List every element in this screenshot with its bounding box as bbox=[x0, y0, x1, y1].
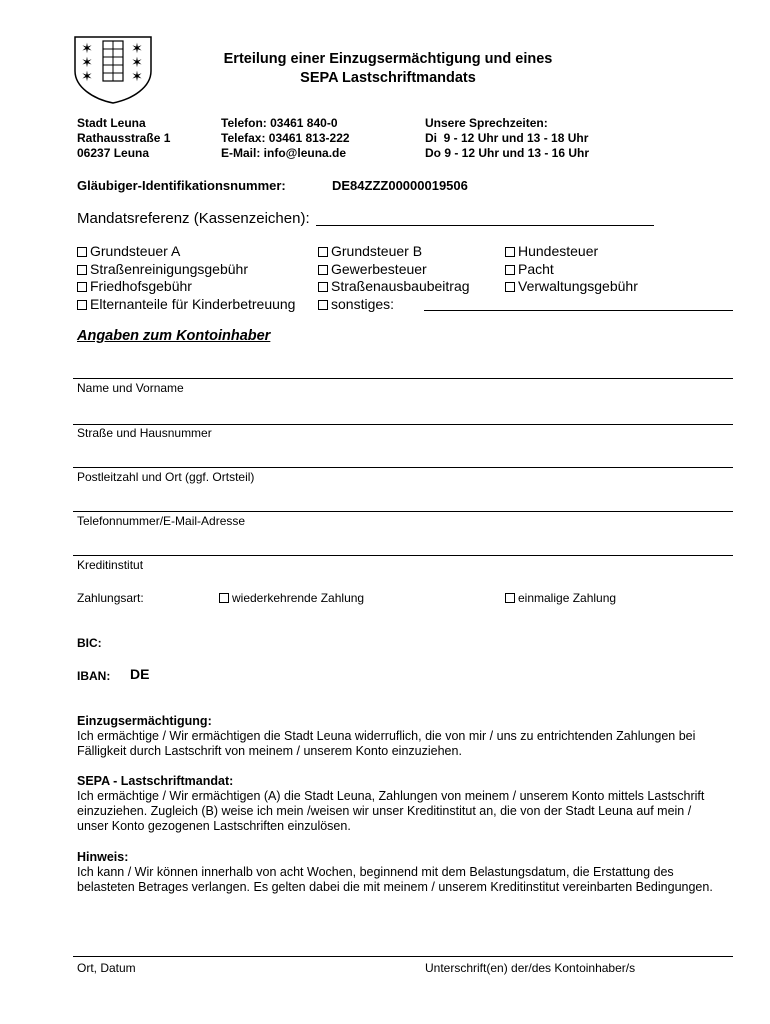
coat-of-arms-icon bbox=[73, 35, 153, 105]
bic-label: BIC: bbox=[77, 636, 102, 650]
contact-block bbox=[221, 116, 350, 161]
checkbox-icon[interactable] bbox=[505, 265, 515, 275]
checkbox-icon[interactable] bbox=[505, 593, 515, 603]
mandate-reference-label: Mandatsreferenz (Kassenzeichen): bbox=[77, 210, 310, 227]
creditor-id-value: DE84ZZZ00000019506 bbox=[332, 178, 468, 193]
hinweis-paragraph bbox=[77, 850, 717, 895]
checkbox-icon[interactable] bbox=[505, 247, 515, 257]
name-field-label: Name und Vorname bbox=[77, 381, 184, 395]
address-line: Rathausstraße 1 bbox=[77, 131, 171, 145]
fee-option[interactable]: Pacht bbox=[505, 261, 554, 277]
contact-email: E-Mail: info@leuna.de bbox=[221, 146, 347, 160]
checkbox-icon[interactable] bbox=[77, 282, 87, 292]
einzug-paragraph bbox=[77, 714, 717, 759]
svg-text:✶: ✶ bbox=[131, 69, 143, 85]
fee-option[interactable]: Hundesteuer bbox=[505, 243, 598, 259]
title-line-2: SEPA Lastschriftmandats bbox=[300, 70, 476, 86]
postal-city-field[interactable] bbox=[73, 467, 733, 468]
fee-option[interactable]: Friedhofsgebühr bbox=[77, 278, 192, 294]
office-hours-line: Do 9 - 12 Uhr und 13 - 16 Uhr bbox=[425, 146, 590, 160]
fee-option[interactable]: Grundsteuer A bbox=[77, 243, 180, 259]
checkbox-icon[interactable] bbox=[318, 265, 328, 275]
page-title bbox=[168, 50, 608, 88]
checkbox-icon[interactable] bbox=[505, 282, 515, 292]
sepa-text: Ich ermächtige / Wir ermächtigen (A) die Stadt Leuna, Zahlungen von meinem / unserem Konto mittels Lastschrift einzuziehen. Zugleich (B) weise ich mein /weisen wir unser Kreditinstitut an, die von der Stadt Leuna auf mein / unser Konto gezogenen Lastschriften einzulösen. bbox=[77, 789, 705, 833]
address-line: 06237 Leuna bbox=[77, 146, 150, 160]
checkbox-icon[interactable] bbox=[77, 300, 87, 310]
address-line: Stadt Leuna bbox=[77, 116, 146, 130]
einzug-text: Ich ermächtige / Wir ermächtigen die Stadt Leuna widerruflich, die von mir / uns zu entrichtenden Zahlungen bei Fälligkeit durch Lastschrift von meinem / unserem Konto einzuziehen. bbox=[77, 729, 696, 758]
fee-option[interactable]: sonstiges: bbox=[318, 296, 394, 312]
place-date-label: Ort, Datum bbox=[77, 961, 136, 975]
contact-fax: Telefax: 03461 813-222 bbox=[221, 131, 350, 145]
other-fee-field[interactable] bbox=[424, 310, 733, 311]
phone-email-field-label: Telefonnummer/E-Mail-Adresse bbox=[77, 514, 246, 528]
phone-email-field[interactable] bbox=[73, 511, 733, 512]
hinweis-text: Ich kann / Wir können innerhalb von acht Wochen, beginnend mit dem Belastungsdatum, die Erstattung des belasteten Betrages verlangen. Es gelten dabei die mit meinem / unserem Kreditinstitut vereinbarten Bedingungen. bbox=[77, 865, 713, 894]
svg-text:✶: ✶ bbox=[81, 41, 93, 57]
svg-text:✶: ✶ bbox=[81, 55, 93, 71]
iban-label: IBAN: bbox=[77, 669, 111, 683]
checkbox-icon[interactable] bbox=[318, 247, 328, 257]
fee-option[interactable]: Verwaltungsgebühr bbox=[505, 278, 638, 294]
iban-prefix: DE bbox=[130, 666, 150, 682]
checkbox-icon[interactable] bbox=[219, 593, 229, 603]
checkbox-icon[interactable] bbox=[77, 265, 87, 275]
checkbox-icon[interactable] bbox=[318, 282, 328, 292]
contact-phone: Telefon: 03461 840-0 bbox=[221, 116, 338, 130]
fee-option[interactable]: Straßenausbaubeitrag bbox=[318, 278, 470, 294]
street-field[interactable] bbox=[73, 424, 733, 425]
checkbox-icon[interactable] bbox=[77, 247, 87, 257]
svg-text:✶: ✶ bbox=[81, 69, 93, 85]
svg-text:✶: ✶ bbox=[131, 41, 143, 57]
creditor-id-label: Gläubiger-Identifikationsnummer: bbox=[77, 178, 286, 193]
office-hours-title: Unsere Sprechzeiten: bbox=[425, 116, 548, 130]
einzug-heading: Einzugsermächtigung: bbox=[77, 714, 212, 728]
signature-label: Unterschrift(en) der/des Kontoinhaber/s bbox=[425, 961, 636, 975]
fee-option[interactable]: Grundsteuer B bbox=[318, 243, 422, 259]
street-field-label: Straße und Hausnummer bbox=[77, 426, 212, 440]
checkbox-icon[interactable] bbox=[318, 300, 328, 310]
name-field[interactable] bbox=[73, 378, 733, 379]
signature-field[interactable] bbox=[73, 956, 733, 957]
title-line-1: Erteilung einer Einzugsermächtigung und eines bbox=[223, 51, 553, 67]
fee-option[interactable]: Gewerbesteuer bbox=[318, 261, 427, 277]
bank-field[interactable] bbox=[73, 555, 733, 556]
fee-option[interactable]: Straßenreinigungsgebühr bbox=[77, 261, 248, 277]
svg-text:✶: ✶ bbox=[131, 55, 143, 71]
payment-recurring-option[interactable]: wiederkehrende Zahlung bbox=[219, 591, 364, 605]
mandate-reference-field[interactable] bbox=[316, 225, 654, 226]
office-hours-block bbox=[425, 116, 589, 161]
sepa-paragraph bbox=[77, 774, 717, 834]
payment-type-label: Zahlungsart: bbox=[77, 591, 144, 605]
address-block bbox=[77, 116, 170, 161]
section-heading: Angaben zum Kontoinhaber bbox=[77, 328, 271, 344]
fee-option[interactable]: Elternanteile für Kinderbetreuung bbox=[77, 296, 295, 312]
bank-field-label: Kreditinstitut bbox=[77, 558, 144, 572]
hinweis-heading: Hinweis: bbox=[77, 850, 129, 864]
office-hours-line: Di 9 - 12 Uhr und 13 - 18 Uhr bbox=[425, 131, 589, 145]
sepa-heading: SEPA - Lastschriftmandat: bbox=[77, 774, 234, 788]
payment-single-option[interactable]: einmalige Zahlung bbox=[505, 591, 616, 605]
postal-city-field-label: Postleitzahl und Ort (ggf. Ortsteil) bbox=[77, 470, 255, 484]
